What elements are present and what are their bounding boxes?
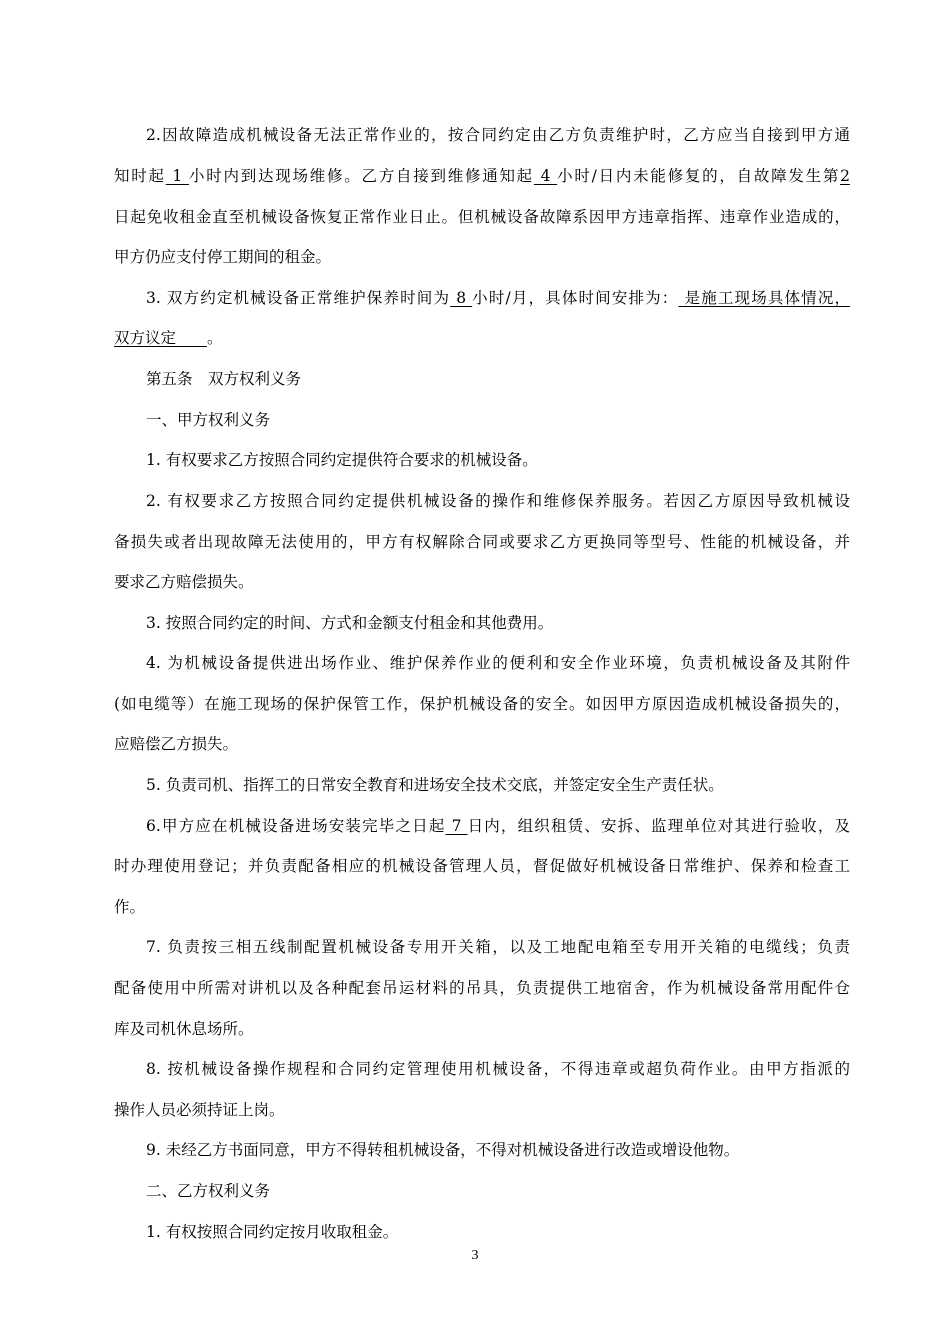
text: 备损失或者出现故障无法使用的，甲方有权解除合同或要求乙方更换同等型号、性能的机械设备，并 bbox=[114, 533, 850, 551]
text: (如电缆等）在施工现场的保护保管工作，保护机械设备的安全。如因甲方原因造成机械设备损失的， bbox=[114, 695, 850, 713]
blank-schedule: 是施工现场具体情况， bbox=[678, 289, 850, 307]
blank-schedule-cont: 双方议定 bbox=[114, 329, 208, 347]
text: 小时/日内未能修复的，自故障发生第 bbox=[557, 167, 841, 185]
text: 8. 按机械设备操作规程和合同约定管理使用机械设备，不得违章或超负荷作业。由甲方指派的 bbox=[146, 1060, 850, 1078]
clause4-item2-line2 bbox=[114, 166, 850, 186]
party-a-item7-line2 bbox=[114, 978, 850, 998]
text: 知时起 bbox=[114, 167, 166, 185]
text: 7. 负责按三相五线制配置机械设备专用开关箱，以及工地配电箱至专用开关箱的电缆线；负责 bbox=[146, 938, 850, 956]
party-a-item6-line1 bbox=[146, 816, 850, 836]
text: 9. 未经乙方书面同意，甲方不得转租机械设备，不得对机械设备进行改造或增设他物。 bbox=[146, 1141, 740, 1159]
party-a-item5 bbox=[146, 775, 724, 795]
party-a-item7-line3 bbox=[114, 1019, 254, 1039]
blank-hours-repair: 4 bbox=[533, 167, 558, 185]
text: 二、乙方权利义务 bbox=[146, 1182, 271, 1200]
text: 2. 有权要求乙方按照合同约定提供机械设备的操作和维修保养服务。若因乙方原因导致机械设 bbox=[146, 492, 850, 510]
text: 库及司机休息场所。 bbox=[114, 1020, 254, 1038]
party-a-item6-line2 bbox=[114, 856, 850, 876]
blank-maintenance-hours: 8 bbox=[450, 289, 473, 307]
party-a-item2-line2 bbox=[114, 532, 850, 552]
clause5-title bbox=[146, 369, 301, 389]
text: 6.甲方应在机械设备进场安装完毕之日起 bbox=[146, 817, 446, 835]
party-a-item2-line1 bbox=[146, 491, 850, 511]
party-a-item1 bbox=[146, 450, 538, 470]
text: 甲方仍应支付停工期间的租金。 bbox=[114, 248, 332, 266]
text: 1. 有权要求乙方按照合同约定提供符合要求的机械设备。 bbox=[146, 451, 538, 469]
clause4-item2-line4 bbox=[114, 247, 331, 267]
party-b-item1 bbox=[146, 1222, 398, 1242]
text: 一、甲方权利义务 bbox=[146, 411, 271, 429]
party-a-item4-line2 bbox=[114, 694, 850, 714]
party-a-item8-line2 bbox=[114, 1100, 285, 1120]
clause4-item2-line3 bbox=[114, 207, 850, 227]
party-a-item9 bbox=[146, 1140, 739, 1160]
blank-day-number: 2 bbox=[840, 167, 850, 185]
page-number: 3 bbox=[471, 1248, 479, 1263]
clause4-item3-line1 bbox=[146, 288, 850, 308]
text: 配备使用中所需对讲机以及各种配套吊运材料的吊具，负责提供工地宿舍，作为机械设备常用配件仓 bbox=[114, 979, 850, 997]
party-a-item3 bbox=[146, 613, 553, 633]
text: 5. 负责司机、指挥工的日常安全教育和进场安全技术交底，并签定安全生产责任状。 bbox=[146, 776, 724, 794]
text: 1. 有权按照合同约定按月收取租金。 bbox=[146, 1223, 399, 1241]
text: 3. 按照合同约定的时间、方式和金额支付租金和其他费用。 bbox=[146, 614, 554, 632]
party-a-item8-line1 bbox=[146, 1059, 850, 1079]
text: 2.因故障造成机械设备无法正常作业的，按合同约定由乙方负责维护时，乙方应当自接到甲方通 bbox=[146, 126, 850, 144]
party-a-item4-line3 bbox=[114, 734, 238, 754]
text: 作。 bbox=[114, 898, 146, 916]
clause4-item3-line2 bbox=[114, 328, 223, 348]
text: 4. 为机械设备提供进出场作业、维护保养作业的便利和安全作业环境，负责机械设备及其附件 bbox=[146, 654, 850, 672]
party-a-heading bbox=[146, 410, 270, 430]
text: 应赔偿乙方损失。 bbox=[114, 735, 239, 753]
text: 日内，组织租赁、安拆、监理单位对其进行验收，及 bbox=[467, 817, 850, 835]
text: 日起免收租金直至机械设备恢复正常作业日止。但机械设备故障系因甲方违章指挥、违章作业造成的， bbox=[114, 208, 850, 226]
party-a-item7-line1 bbox=[146, 937, 850, 957]
party-b-heading bbox=[146, 1181, 270, 1201]
text: 3. 双方约定机械设备正常维护保养时间为 bbox=[146, 289, 451, 307]
clause4-item2-line1 bbox=[146, 125, 850, 145]
text: 操作人员必须持证上岗。 bbox=[114, 1101, 285, 1119]
party-a-item4-line1 bbox=[146, 653, 850, 673]
blank-hours-arrival: 1 bbox=[165, 167, 189, 185]
text: 小时/月，具体时间安排为： bbox=[472, 289, 679, 307]
blank-days: 7 bbox=[445, 817, 468, 835]
text: 要求乙方赔偿损失。 bbox=[114, 573, 254, 591]
text: 小时内到达现场维修。乙方自接到维修通知起 bbox=[188, 167, 534, 185]
party-a-item2-line3 bbox=[114, 572, 254, 592]
text: 第五条 双方权利义务 bbox=[146, 370, 302, 388]
party-a-item6-line3 bbox=[114, 897, 145, 917]
text: 。 bbox=[207, 329, 223, 347]
text: 时办理使用登记；并负责配备相应的机械设备管理人员，督促做好机械设备日常维护、保养和检查工 bbox=[114, 857, 850, 875]
